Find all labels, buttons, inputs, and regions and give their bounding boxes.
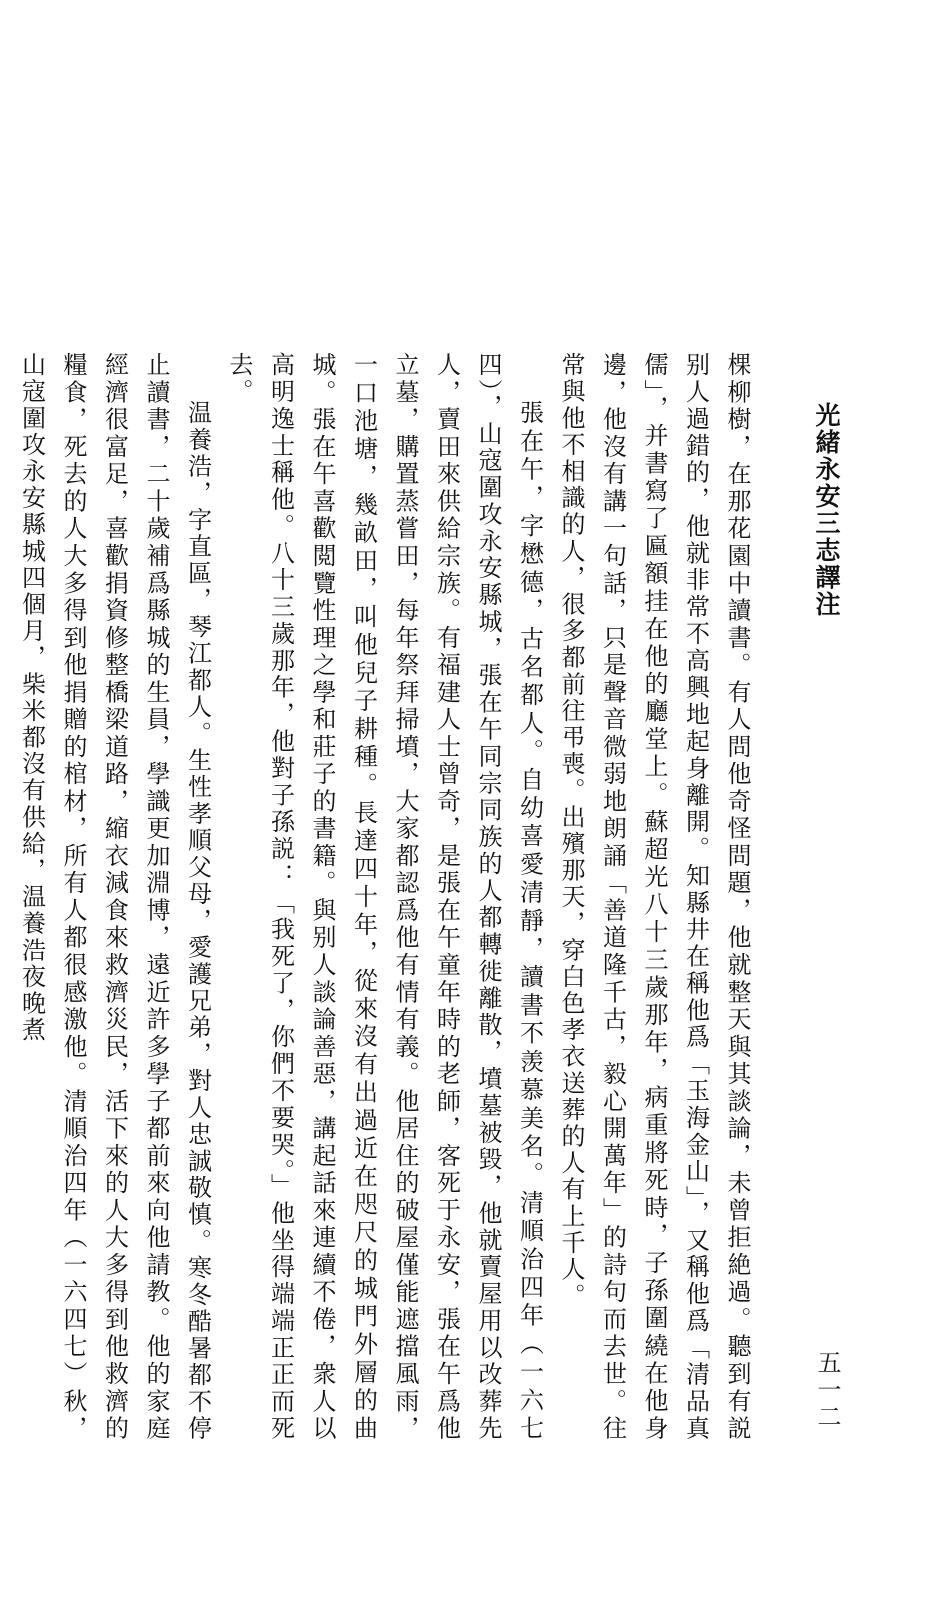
running-head: 光緒永安三志譯注 (812, 402, 841, 618)
body-text (17, 352, 757, 1442)
paragraph-wen-yanghao: 温養浩，字直區，琴江都人。生性孝順父母，愛護兄弟，對人忠誠敬慎。寒冬酷暑都不停止讀書，二十歲補爲縣城的生員，學識更加淵博，遠近許多學子都前來向他請教。他的家庭經濟很富足，喜歡捐資修整橋梁道路，縮衣減食來救濟災民，活下來的人大多得到他救濟的糧食，死去的人大多得到他捐贈的棺材，所有人都很感激他。清順治四年（一六四七）秋，山寇圍攻永安縣城四個月，柴米都沒有供給，温養浩夜晚煮 (17, 352, 212, 1442)
paragraph-su-chaoguang: 棵柳樹，在那花園中讀書。有人問他奇怪問題，他就整天與其談論，未曾拒絶過。聽到有説别人過錯的，他就非常不高興地起身離開。知縣井在稱他爲「玉海金山」，又稱他爲「清品真儒」，并書寫了匾額挂在他的廳堂上。蘇超光八十三歲那年，病重將死時，子孫圍繞在他身邊，他沒有講一句話，只是聲音微弱地朗誦「善道隆千古，毅心開萬年」的詩句而去世。往常與他不相識的人，很多都前往弔喪。出殯那天，穿白色孝衣送葬的人有上千人。 (557, 352, 751, 1442)
paragraph-zhang-zaiwu: 張在午，字懋德，古名都人。自幼喜愛清靜，讀書不羡慕美名。清順治四年（一六七四），山寇圍攻永安縣城，張在午同宗同族的人都轉徙離散，墳墓被毀，他就賣屋用以改葬先人，賣田來供給宗族。有福建人士曾奇，是張在午童年時的老師，客死于永安，張在午爲他立墓，購置蒸嘗田，每年祭拜掃墳，大家都認爲他有情有義。他居住的破屋僅能遮擋風雨，一口池塘，幾畝田，叫他兒子耕種。長達四十年，從來沒有出過近在咫尺的城門外層的曲城。張在午喜歡閲覽性理之學和莊子的書籍。與别人談論善惡，講起話來連續不倦，衆人以高明逸士稱他。八十三歲那年，他對子孫説：「我死了，你們不要哭。」他坐得端端正正而死去。 (225, 352, 544, 1442)
page-number: 五一二 (813, 1350, 841, 1431)
